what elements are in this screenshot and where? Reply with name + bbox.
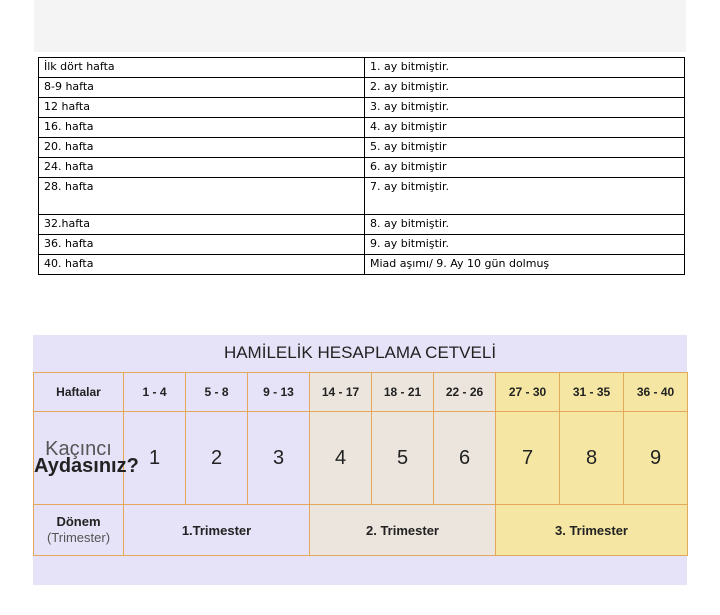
month-cell: 5. ay bitmiştir bbox=[365, 138, 685, 158]
calculator-title: HAMİLELİK HESAPLAMA CETVELİ bbox=[223, 343, 497, 362]
month-number-cell: 8 bbox=[560, 412, 624, 505]
weeks-row-label: Haftalar bbox=[34, 373, 124, 412]
pregnancy-calculator-panel bbox=[33, 335, 687, 585]
months-label-line1: Kaçıncı bbox=[45, 438, 112, 460]
week-cell: 28. hafta bbox=[39, 178, 365, 215]
month-cell: 9. ay bitmiştir. bbox=[365, 235, 685, 255]
month-number-cell: 7 bbox=[496, 412, 560, 505]
month-cell: 4. ay bitmiştir bbox=[365, 118, 685, 138]
period-row-label bbox=[34, 505, 124, 556]
table-row bbox=[39, 178, 685, 215]
week-cell: 40. hafta bbox=[39, 255, 365, 275]
week-cell: 36. hafta bbox=[39, 235, 365, 255]
week-cell: 24. hafta bbox=[39, 158, 365, 178]
week-month-table bbox=[38, 57, 685, 275]
period-label-line1: Dönem bbox=[56, 514, 101, 529]
week-cell: İlk dört hafta bbox=[39, 58, 365, 78]
months-row-label bbox=[34, 412, 139, 505]
week-cell: 20. hafta bbox=[39, 138, 365, 158]
week-range-cell: 14 - 17 bbox=[310, 373, 372, 412]
month-number-cell: 2 bbox=[186, 412, 248, 505]
month-cell: 2. ay bitmiştir. bbox=[365, 78, 685, 98]
trimester-cell: 1.Trimester bbox=[124, 505, 310, 556]
trimester-cell: 2. Trimester bbox=[310, 505, 496, 556]
week-cell: 16. hafta bbox=[39, 118, 365, 138]
table-row bbox=[39, 138, 685, 158]
week-cell: 32.hafta bbox=[39, 215, 365, 235]
month-cell: 6. ay bitmiştir bbox=[365, 158, 685, 178]
week-range-cell: 27 - 30 bbox=[496, 373, 560, 412]
month-number-cell: 1 bbox=[124, 412, 186, 505]
period-label-line2: (Trimester) bbox=[46, 530, 111, 545]
week-range-cell: 9 - 13 bbox=[248, 373, 310, 412]
week-range-cell: 18 - 21 bbox=[372, 373, 434, 412]
month-cell: 3. ay bitmiştir. bbox=[365, 98, 685, 118]
calculator-grid bbox=[33, 372, 688, 556]
month-cell: 7. ay bitmiştir. bbox=[365, 178, 685, 215]
week-cell: 8-9 hafta bbox=[39, 78, 365, 98]
week-range-cell: 22 - 26 bbox=[434, 373, 496, 412]
month-number-cell: 3 bbox=[248, 412, 310, 505]
table-row bbox=[39, 235, 685, 255]
week-range-cell: 31 - 35 bbox=[560, 373, 624, 412]
week-range-cell: 1 - 4 bbox=[124, 373, 186, 412]
month-cell: 8. ay bitmiştir. bbox=[365, 215, 685, 235]
table-row bbox=[39, 215, 685, 235]
month-number-cell: 6 bbox=[434, 412, 496, 505]
table-row bbox=[39, 118, 685, 138]
month-cell: Miad aşımı/ 9. Ay 10 gün dolmuş bbox=[365, 255, 685, 275]
week-range-cell: 5 - 8 bbox=[186, 373, 248, 412]
month-number-cell: 9 bbox=[624, 412, 688, 505]
month-number-cell: 5 bbox=[372, 412, 434, 505]
table-row bbox=[39, 98, 685, 118]
month-number-cell: 4 bbox=[310, 412, 372, 505]
month-cell: 1. ay bitmiştir. bbox=[365, 58, 685, 78]
table-row bbox=[39, 158, 685, 178]
week-range-cell: 36 - 40 bbox=[624, 373, 688, 412]
trimester-cell: 3. Trimester bbox=[496, 505, 688, 556]
top-header-band bbox=[34, 0, 686, 52]
table-row bbox=[39, 78, 685, 98]
week-cell: 12 hafta bbox=[39, 98, 365, 118]
months-label-line2: Aydasınız? bbox=[34, 455, 139, 477]
table-row bbox=[39, 58, 685, 78]
table-row bbox=[39, 255, 685, 275]
